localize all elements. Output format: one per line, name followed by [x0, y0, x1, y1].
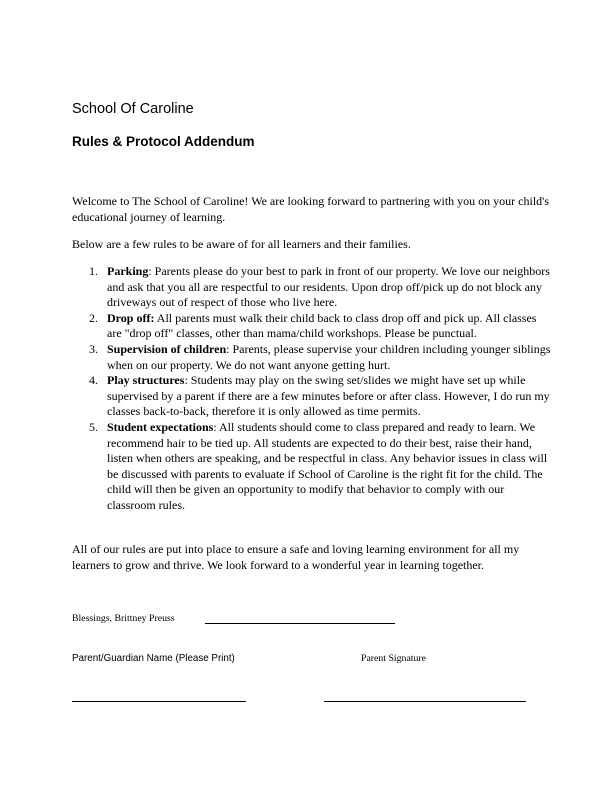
rule-number: 2. — [89, 310, 98, 325]
rule-text: : Parents, please supervise your children including younger siblings when on our property. We do not want anyone getting hurt. — [107, 341, 551, 372]
rule-number: 3. — [89, 341, 98, 356]
rule-item-student-expectations — [72, 420, 552, 514]
rule-item-parking — [72, 264, 552, 311]
rule-heading: Drop off: — [107, 310, 155, 325]
school-name: School Of Caroline — [72, 101, 194, 117]
rule-item-supervision — [72, 342, 552, 373]
rule-text: : Students may play on the swing set/slides we might have set up while supervised by a parent if there are a few minutes before or after class. However, I do run my classes back-to-back, therefore it is only allowed as time permits. — [107, 373, 550, 419]
rule-number: 5. — [89, 419, 98, 434]
rule-text: : All students should come to class prepared and ready to learn. We recommend hair to be tied up. All students are expected to do their best, raise their hand, listen when others are speaking, and be respectful in class. Any behavior issues in class will be discussed with parents to evaluate if School of Caroline is the right fit for the child. The child will then be given an opportunity to modify that behavior to comply with our classroom rules. — [107, 419, 548, 512]
welcome-paragraph: Welcome to The School of Caroline! We are looking forward to partnering with you on your child's educational journey of learning. — [72, 194, 550, 224]
rule-heading: Parking — [107, 264, 149, 278]
guardian-name-line[interactable] — [72, 701, 246, 702]
rules-list — [72, 264, 552, 514]
rule-item-play-structures — [72, 373, 552, 420]
rules-lead-paragraph: Below are a few rules to be aware of for all learners and their families. — [72, 237, 411, 251]
closing-paragraph: All of our rules are put into place to ensure a safe and loving learning environment for all my learners to grow and thrive. We look forward to a wonderful year in learning together. — [72, 542, 520, 572]
rule-heading: Supervision of children — [107, 341, 227, 356]
rule-number: 1. — [89, 264, 98, 278]
document-title: Rules & Protocol Addendum — [72, 134, 255, 149]
rule-text: : Parents please do your best to park in front of our property. We love our neighbors and ask that you all are respectful to our residents. Upon drop off/pick up do not block any driveways out of respect of those who live here. — [107, 264, 550, 310]
parent-signature-line[interactable] — [324, 701, 526, 702]
rule-number: 4. — [89, 373, 98, 388]
parent-signature-label: Parent Signature — [361, 653, 427, 664]
rule-item-drop-off — [72, 311, 552, 342]
rule-heading: Play structures — [107, 373, 185, 388]
sign-off-signature-line[interactable] — [205, 623, 395, 624]
guardian-name-label: Parent/Guardian Name (Please Print) — [72, 653, 235, 664]
rule-heading: Student expectations — [107, 419, 214, 434]
sign-off: Blessings, Brittney Preuss — [72, 613, 175, 624]
rule-text: All parents must walk their child back to class drop off and pick up. All classes are "drop off" classes, other than mama/child workshops. Please be punctual. — [107, 310, 537, 341]
